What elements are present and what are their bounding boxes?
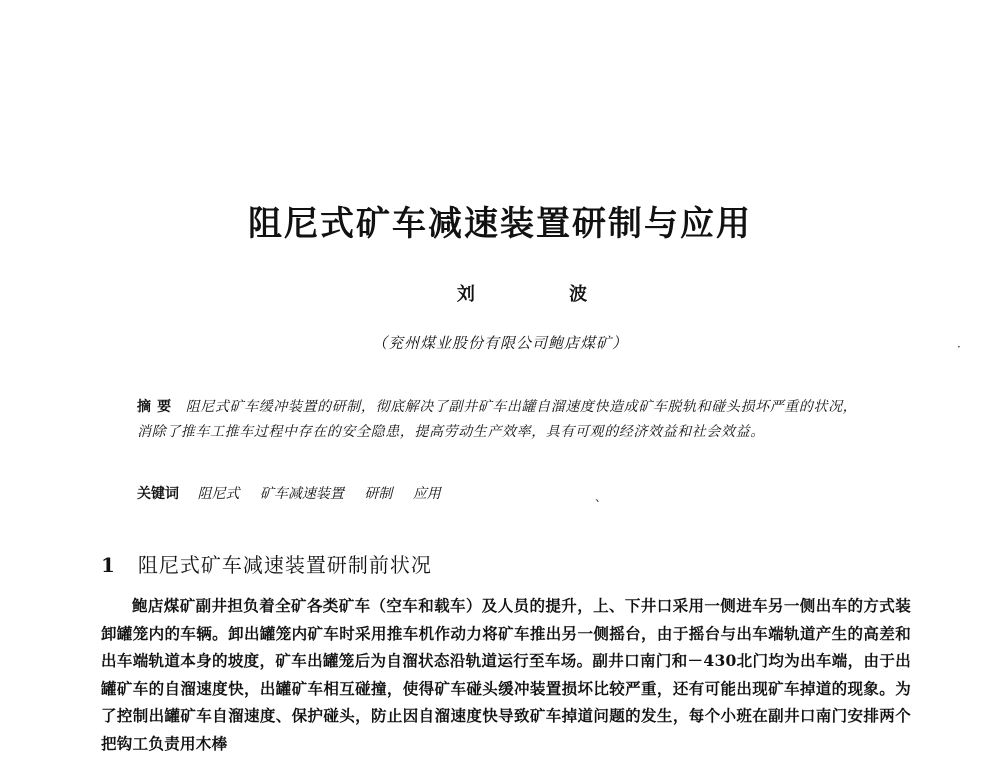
- scan-speck: ·: [957, 340, 961, 354]
- keyword-item: 矿车减速装置: [259, 486, 344, 502]
- keywords-label: 关键词: [137, 486, 179, 502]
- abstract-label: 摘 要: [137, 399, 172, 415]
- section-title: 阻尼式矿车减速装置研制前状况: [137, 553, 432, 577]
- section-number: 1: [101, 553, 116, 577]
- body-paragraph: 鲍店煤矿副井担负着全矿各类矿车（空车和载车）及人员的提升，上、下井口采用一侧进车另一侧出车的方式装卸罐笼内的车辆。卸出罐笼内矿车时采用推车机作动力将矿车推出另一侧摇台，由于摇台与出车端轨道产生的高差和出车端轨道本身的坡度，矿车出罐笼后为自溜状态沿轨道运行至车场。副井口南门和－430北门均为出车端，由于出罐矿车的自溜速度快，出罐矿车相互碰撞，使得矿车碰头缓冲装置损坏比较严重，还有可能出现矿车掉道的现象。为了控制出罐矿车自溜速度、保护碰头，防止因自溜速度快导致矿车掉道问题的发生，每个小班在副井口南门安排两个把钩工负责用木棒: [101, 596, 911, 753]
- keyword-item: 应用: [412, 486, 441, 502]
- abstract-block: [137, 395, 867, 445]
- author-name: 刘 波: [456, 284, 632, 305]
- keyword-item: 阻尼式: [197, 486, 240, 502]
- abstract-text: 阻尼式矿车缓冲装置的研制，彻底解决了副井矿车出罐自溜速度快造成矿车脱轨和碰头损坏严重的状况，消除了推车工推车过程中存在的安全隐患，提高劳动生产效率，具有可观的经济效益和社会效益。: [137, 399, 858, 440]
- keyword-item: 研制: [364, 486, 393, 502]
- paper-title: 阻尼式矿车减速装置研制与应用: [248, 204, 752, 244]
- scan-speck: 、: [595, 490, 608, 504]
- author-affiliation: （兖州煤业股份有限公司鲍店煤矿）: [371, 334, 628, 352]
- section-heading: [101, 549, 921, 578]
- keywords-block: [137, 483, 867, 505]
